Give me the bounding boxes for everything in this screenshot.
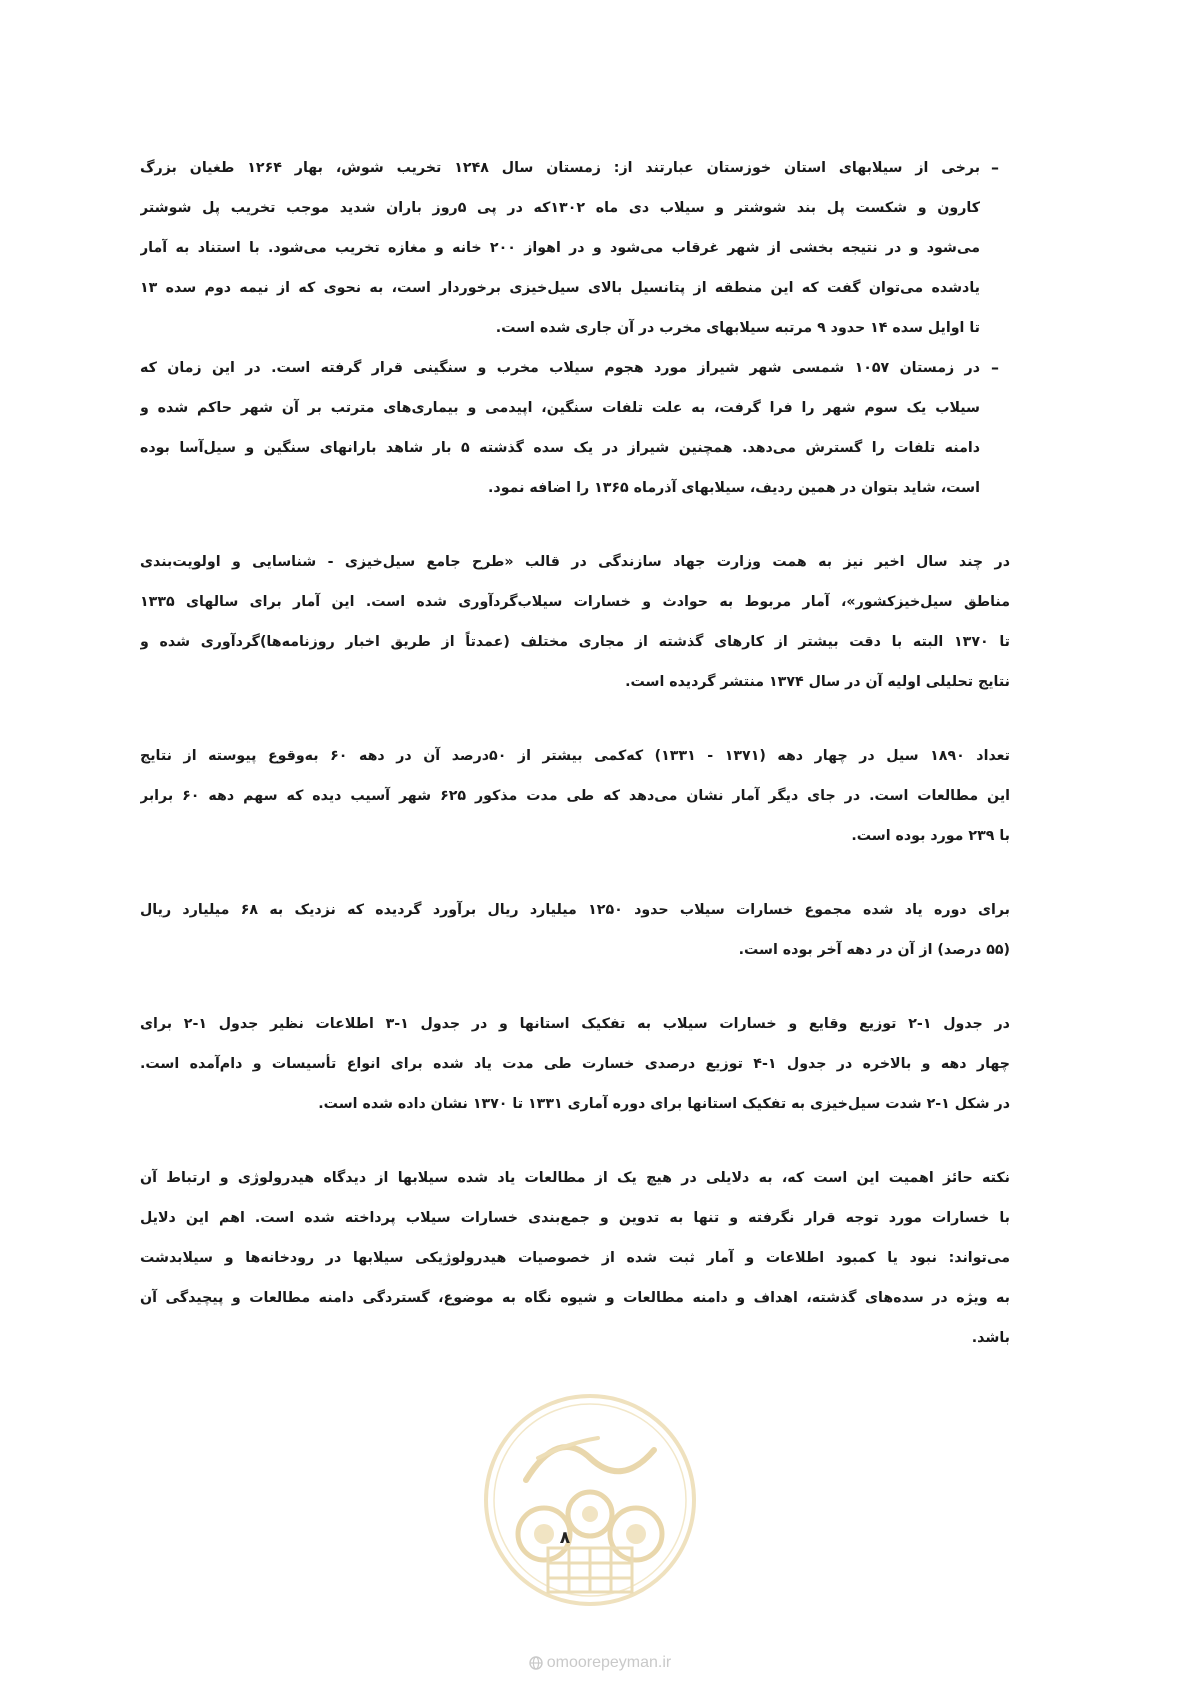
text-line: نتایج تحلیلی اولیه آن در سال ۱۳۷۴ منتشر گردیده است.	[625, 674, 1010, 690]
paragraph	[140, 890, 1010, 970]
footer-site-text: omoorepeyman.ir	[546, 1654, 672, 1671]
text-line: باشد.	[971, 1330, 1010, 1346]
text-line: (۵۵ درصد) از آن در دهه آخر بوده است.	[738, 942, 1010, 958]
globe-icon	[529, 1656, 543, 1670]
bullet-dash: –	[991, 358, 999, 377]
text-line: می‌تواند: نبود یا کمبود اطلاعات و آمار ثبت شده از خصوصیات هیدرولوژیکی سیلابها در رودخانه‌ها و سیلابدشت	[140, 1250, 1010, 1266]
watermark-logo-icon	[478, 1388, 702, 1612]
text-line: مناطق سیل‌خیزکشور»، آمار مربوط به حوادث و خسارات سیلاب‌گردآوری شده است. این آمار برای سالهای ۱۳۳۵	[140, 594, 1010, 610]
text-line: در زمستان ۱۰۵۷ شمسی شهر شیراز مورد هجوم سیلاب مخرب و سنگینی قرار گرفته است. در این زمان که	[140, 360, 980, 376]
text-line: می‌شود و در نتیجه بخشی از شهر غرقاب می‌شود و در اهواز ۲۰۰ خانه و مغازه تخریب می‌شود. با استناد به آمار	[140, 240, 980, 256]
paragraph	[140, 1004, 1010, 1124]
text-line: به ویژه در سده‌های گذشته، اهداف و دامنه مطالعات و شیوه نگاه به موضوع، گستردگی دامنه مطالعات و پیچیدگی آن	[140, 1290, 1010, 1306]
text-line: برخی از سیلابهای استان خوزستان عبارتند از: زمستان سال ۱۲۴۸ تخریب شوش، بهار ۱۲۶۴ طغیان بزرگ	[140, 160, 980, 176]
bullet-text	[140, 148, 980, 348]
text-line: دامنه تلفات را گسترش می‌دهد. همچنین شیراز در یک سده گذشته ۵ بار شاهد بارانهای سنگین و سیل‌آسا بوده	[140, 440, 980, 456]
page-number: ۸	[559, 1528, 571, 1548]
text-line: تا ۱۳۷۰ البته با دقت بیشتر از کارهای گذشته از مجاری مختلف (عمدتاً از طریق اخبار روزنامه‌ها)گردآوری شده و	[140, 634, 1010, 650]
text-line: تا اوایل سده ۱۴ حدود ۹ مرتبه سیلابهای مخرب در آن جاری شده است.	[495, 320, 980, 336]
text-line: با ۲۳۹ مورد بوده است.	[851, 828, 1010, 844]
paragraph	[140, 1158, 1010, 1358]
text-line: یادشده می‌توان گفت که این منطقه از پتانسیل بالای سیل‌خیزی برخوردار است، به نحوی که از نیمه دوم سده ۱۳	[140, 280, 980, 296]
text-line: تعداد ۱۸۹۰ سیل در چهار دهه (۱۳۷۱ - ۱۳۳۱) که‌کمی بیشتر از ۵۰درصد آن در دهه ۶۰ به‌وقوع پیوسته از نتایج	[140, 748, 1010, 764]
bullet-text	[140, 348, 980, 508]
text-line: چهار دهه و بالاخره در جدول ۱-۴ توزیع درصدی خسارت طی مدت یاد شده برای انواع تأسیسات و دام‌آمده است.	[140, 1056, 1010, 1072]
text-line: با خسارات مورد توجه قرار نگرفته و تنها به تدوین و جمع‌بندی خسارات سیلاب پرداخته شده است. اهم این دلایل	[140, 1210, 1010, 1226]
paragraph	[140, 736, 1010, 856]
bullet-item	[140, 148, 1010, 348]
text-line: این مطالعات است. در جای دیگر آمار نشان می‌دهد که طی مدت مذکور ۶۲۵ شهر آسیب دیده که سهم دهه ۶۰ برابر	[140, 788, 1010, 804]
text-line: کارون و شکست پل بند شوشتر و سیلاب دی ماه ۱۳۰۲که در پی ۵روز باران شدید موجب تخریب پل شوشتر	[140, 200, 980, 216]
text-line: در جدول ۱-۲ توزیع وقایع و خسارات سیلاب به تفکیک استانها و در جدول ۱-۳ اطلاعات نظیر جدول ۱-۲ برای	[140, 1016, 1010, 1032]
page-content	[140, 148, 1010, 1358]
text-line: برای دوره یاد شده مجموع خسارات سیلاب حدود ۱۲۵۰ میلیارد ریال برآورد گردیده که نزدیک به ۶۸ میلیارد ریال	[140, 902, 1010, 918]
bullet-dash: –	[991, 158, 999, 177]
text-line: است، شاید بتوان در همین ردیف، سیلابهای آذرماه ۱۳۶۵ را اضافه نمود.	[488, 480, 980, 496]
text-line: در چند سال اخیر نیز به همت وزارت جهاد سازندگی در قالب «طرح جامع سیل‌خیزی - شناسایی و اولویت‌بندی	[140, 554, 1010, 570]
bullet-item	[140, 348, 1010, 508]
paragraph	[140, 542, 1010, 702]
text-line: سیلاب یک سوم شهر را فرا گرفت، به علت تلفات سنگین، اپیدمی و بیماری‌های مترتب بر آن شهر حاکم شده و	[140, 400, 980, 416]
footer-website	[480, 1652, 720, 1674]
text-line: در شکل ۱-۲ شدت سیل‌خیزی به تفکیک استانها برای دوره آماری ۱۳۳۱ تا ۱۳۷۰ نشان داده شده است.	[318, 1096, 1010, 1112]
text-line: نکته حائز اهمیت این است که، به دلایلی در هیچ یک از مطالعات یاد شده سیلابها از دیدگاه هیدرولوژی و ارتباط آن	[140, 1170, 1010, 1186]
